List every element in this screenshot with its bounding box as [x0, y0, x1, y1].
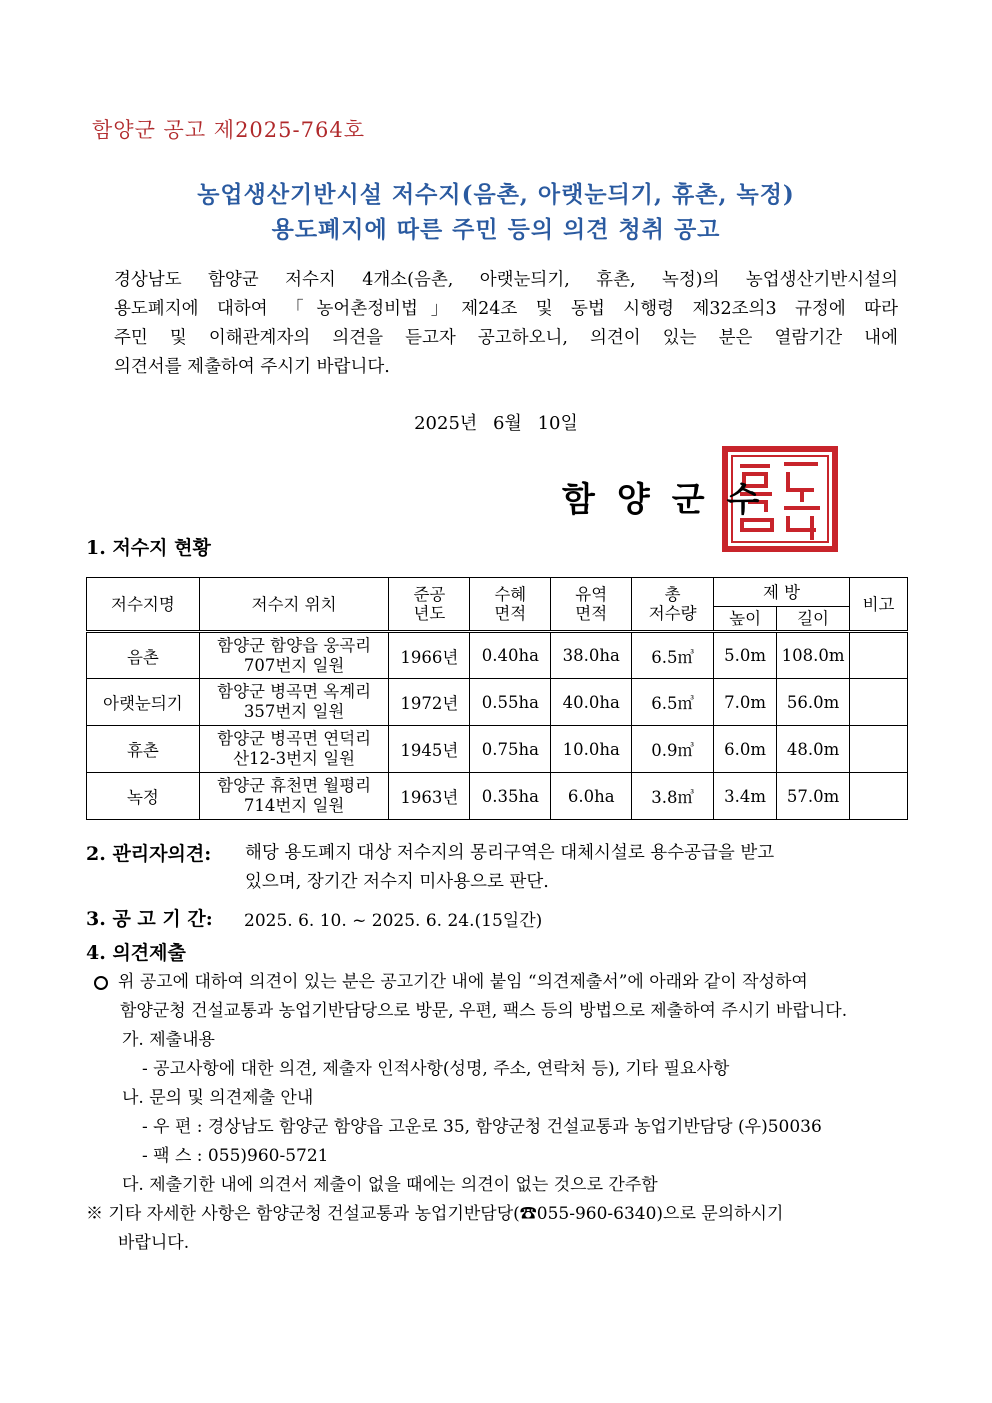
header-remark: 비고	[850, 578, 908, 632]
intro-line: 의견서를 제출하여 주시기 바랍니다.	[114, 357, 390, 377]
cell-height: 3.4m	[714, 773, 777, 820]
cell-height: 6.0m	[714, 726, 777, 773]
cell-year: 1966년	[389, 632, 470, 679]
cell-remark	[850, 773, 908, 820]
header-height: 높이	[714, 607, 777, 632]
cell-location	[199, 773, 389, 820]
table-row	[87, 726, 908, 773]
cell-remark	[850, 679, 908, 726]
item-na: 나. 문의 및 의견제출 안내	[122, 1088, 314, 1108]
section-1-title: 1. 저수지 현황	[86, 537, 211, 559]
notice-number: 함양군 공고 제2025-764호	[92, 118, 365, 142]
s4-line: 위 공고에 대하여 의견이 있는 분은 공고기간 내에 붙임 “의견제출서”에 아래와 같이 작성하여	[118, 972, 808, 992]
loc-line: 산12-3번지 일원	[233, 749, 356, 768]
item-ga-detail: - 공고사항에 대한 의견, 제출자 인적사항(성명, 주소, 연락처 등), 기타 필요사항	[142, 1059, 730, 1079]
cell-remark	[850, 726, 908, 773]
section-3-title: 3. 공 고 기 간:	[86, 908, 213, 930]
header-location: 저수지 위치	[199, 578, 389, 632]
header-length: 길이	[777, 607, 850, 632]
reservoir-table	[86, 577, 908, 820]
notice-period: 2025. 6. 10. ~ 2025. 6. 24.(15일간)	[244, 911, 543, 931]
footnote-line: 바랍니다.	[118, 1233, 190, 1253]
issuer-name: 함양군수	[562, 480, 782, 520]
footnote-line: ※ 기타 자세한 사항은 함양군청 건설교통과 농업기반담당(☎055-960-6340)으로 문의하시기	[86, 1204, 784, 1224]
cell-benefit: 0.35ha	[470, 773, 551, 820]
cell-location	[199, 726, 389, 773]
loc-line: 714번지 일원	[243, 796, 345, 815]
cell-length: 108.0m	[777, 632, 850, 679]
cell-length: 57.0m	[777, 773, 850, 820]
section-2-title: 2. 관리자의견:	[86, 843, 212, 865]
cell-height: 5.0m	[714, 632, 777, 679]
intro-line: 용도폐지에 대하여 「농어촌정비법」제24조 및 동법 시행령 제32조의3 규정에 따라	[114, 299, 898, 319]
cell-storage: 0.9㎥	[632, 726, 714, 773]
section-2-line: 해당 용도폐지 대상 저수지의 몽리구역은 대체시설로 용수공급을 받고	[245, 843, 775, 863]
loc-line: 함양군 휴천면 월평리	[217, 776, 372, 795]
section-2-text	[245, 839, 897, 897]
cell-basin: 6.0ha	[551, 773, 632, 820]
footnote	[86, 1200, 906, 1258]
cell-storage: 6.5㎥	[632, 632, 714, 679]
cell-storage: 3.8㎥	[632, 773, 714, 820]
cell-benefit: 0.40ha	[470, 632, 551, 679]
cell-location	[199, 679, 389, 726]
table-row	[87, 773, 908, 820]
cell-year: 1945년	[389, 726, 470, 773]
cell-name: 음촌	[87, 632, 200, 679]
intro-line: 주민 및 이해관계자의 의견을 듣고자 공고하오니, 의견이 있는 분은 열람기간 내에	[114, 328, 898, 348]
cell-name: 아랫눈듸기	[87, 679, 200, 726]
cell-basin: 10.0ha	[551, 726, 632, 773]
header-text: 준공	[413, 585, 446, 604]
header-year	[389, 578, 470, 632]
header-text: 년도	[413, 604, 446, 623]
header-basin-area	[551, 578, 632, 632]
intro-paragraph	[114, 266, 898, 382]
cell-length: 48.0m	[777, 726, 850, 773]
section-2-line: 있으며, 장기간 저수지 미사용으로 판단.	[245, 872, 549, 892]
header-benefit-area	[470, 578, 551, 632]
cell-name: 휴촌	[87, 726, 200, 773]
circle-bullet-icon	[94, 976, 108, 990]
header-storage	[632, 578, 714, 632]
cell-length: 56.0m	[777, 679, 850, 726]
cell-year: 1963년	[389, 773, 470, 820]
cell-benefit: 0.75ha	[470, 726, 551, 773]
table-row	[87, 632, 908, 679]
header-name: 저수지명	[87, 578, 200, 632]
item-na-fax: - 팩 스 : 055)960-5721	[142, 1146, 329, 1166]
header-text: 저수량	[648, 604, 697, 623]
circle-item	[92, 968, 900, 997]
cell-storage: 6.5㎥	[632, 679, 714, 726]
header-text: 면적	[575, 604, 608, 623]
notice-date: 2025년 6월 10일	[414, 413, 578, 434]
header-text: 면적	[494, 604, 527, 623]
table-row	[87, 679, 908, 726]
header-text: 유역	[575, 585, 608, 604]
item-da: 다. 제출기한 내에 의견서 제출이 없을 때에는 의견이 없는 것으로 간주함	[122, 1175, 658, 1195]
cell-remark	[850, 632, 908, 679]
cell-height: 7.0m	[714, 679, 777, 726]
loc-line: 707번지 일원	[243, 655, 345, 675]
header-dam: 제 방	[714, 578, 850, 607]
section-4-title: 4. 의견제출	[86, 942, 186, 964]
loc-line: 함양군 병곡면 연덕리	[217, 729, 372, 748]
title-line-1: 농업생산기반시설 저수지(음촌, 아랫눈듸기, 휴촌, 녹정)	[197, 181, 795, 208]
item-ga: 가. 제출내용	[122, 1030, 215, 1050]
cell-name: 녹정	[87, 773, 200, 820]
s4-line: 함양군청 건설교통과 농업기반담당으로 방문, 우편, 팩스 등의 방법으로 제출하여 주시기 바랍니다.	[120, 1001, 848, 1021]
loc-line: 함양군 병곡면 옥계리	[217, 682, 372, 701]
loc-line: 함양군 함양읍 웅곡리	[217, 635, 372, 655]
cell-basin: 38.0ha	[551, 632, 632, 679]
intro-line: 경상남도 함양군 저수지 4개소(음촌, 아랫눈듸기, 휴촌, 녹정)의 농업생산기반시설의	[114, 270, 898, 290]
cell-benefit: 0.55ha	[470, 679, 551, 726]
cell-location	[199, 632, 389, 679]
header-text: 총	[664, 585, 681, 604]
item-na-mail: - 우 편 : 경상남도 함양군 함양읍 고운로 35, 함양군청 건설교통과 농업기반담당 (우)50036	[142, 1117, 822, 1137]
loc-line: 357번지 일원	[243, 702, 345, 721]
header-text: 수혜	[494, 585, 527, 604]
cell-basin: 40.0ha	[551, 679, 632, 726]
opinion-submission-body	[92, 968, 900, 1200]
cell-year: 1972년	[389, 679, 470, 726]
title-line-2: 용도폐지에 따른 주민 등의 의견 청취 공고	[271, 216, 721, 243]
